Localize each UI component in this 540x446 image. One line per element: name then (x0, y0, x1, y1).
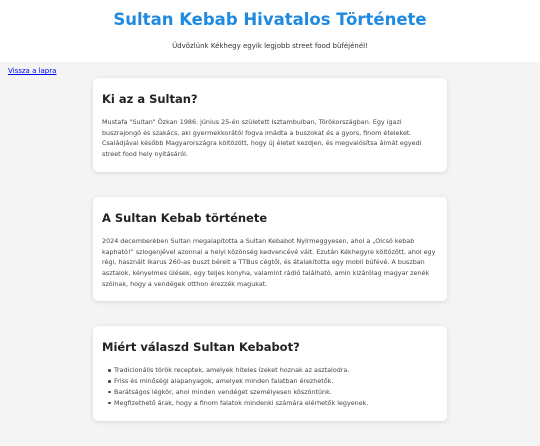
card-text: Mustafa "Sultan" Özkan 1986. június 25-én született Isztambulban, Törökországban. Egy igazi buszrajongó és szakács, aki gyermekkorától fogva imádta a buszokat és a gyors, finom ételeket. Családjával később Magyarországra költözött, hogy új életet kezdjen, és megvalósítsa álmát egyedi street food hely nyitásáról. (102, 118, 422, 159)
list-item: Friss és minőségi alapanyagok, amelyek minden falatban érezhetők. (108, 376, 437, 387)
page-subtitle: Üdvözlünk Kékhegy egyik legjobb street food büféjénél! (172, 42, 368, 50)
card-who-is-sultan (93, 78, 447, 172)
page-header (0, 0, 540, 62)
back-link[interactable]: Vissza a lapra (8, 67, 57, 75)
main-content (93, 78, 447, 446)
card-history (93, 197, 447, 302)
list-item: Tradicionális török receptek, amelyek hiteles ízeket hoznak az asztalodra. (108, 365, 437, 376)
card-why-choose (93, 326, 447, 420)
page-title: Sultan Kebab Hivatalos Története (113, 10, 427, 29)
card-heading: Ki az a Sultan? (102, 92, 198, 106)
list-item: Megfizethető árak, hogy a finom falatok mindenki számára elérhetők legyenek. (108, 398, 437, 409)
card-heading: A Sultan Kebab története (102, 210, 268, 225)
list-item: Barátságos légkör, ahol minden vendéget személyesen köszöntünk. (108, 387, 437, 398)
card-heading: Miért válaszd Sultan Kebabot? (102, 340, 300, 355)
reasons-list (102, 365, 437, 408)
card-text: 2024 decemberében Sultan megalapította a Sultan Kebabot Nyírmeggyesen, ahol a „Olcsó kebab kapható!” szlogenjével azonnal a helyi közönség kedvencévé vált. Ezután Kékhegyre költözött, ahol egy régi, használt Ikarus 260-as buszt bérelt a TTBus cégtől, és átalakította egy mobil büfévé. A buszban asztalok, kényelmes ülések, egy teljes konyha, valamint rádió található, amin kizárólag magyar zenék szólnak, hogy a vendégek otthon érezzék magukat. (102, 236, 436, 288)
